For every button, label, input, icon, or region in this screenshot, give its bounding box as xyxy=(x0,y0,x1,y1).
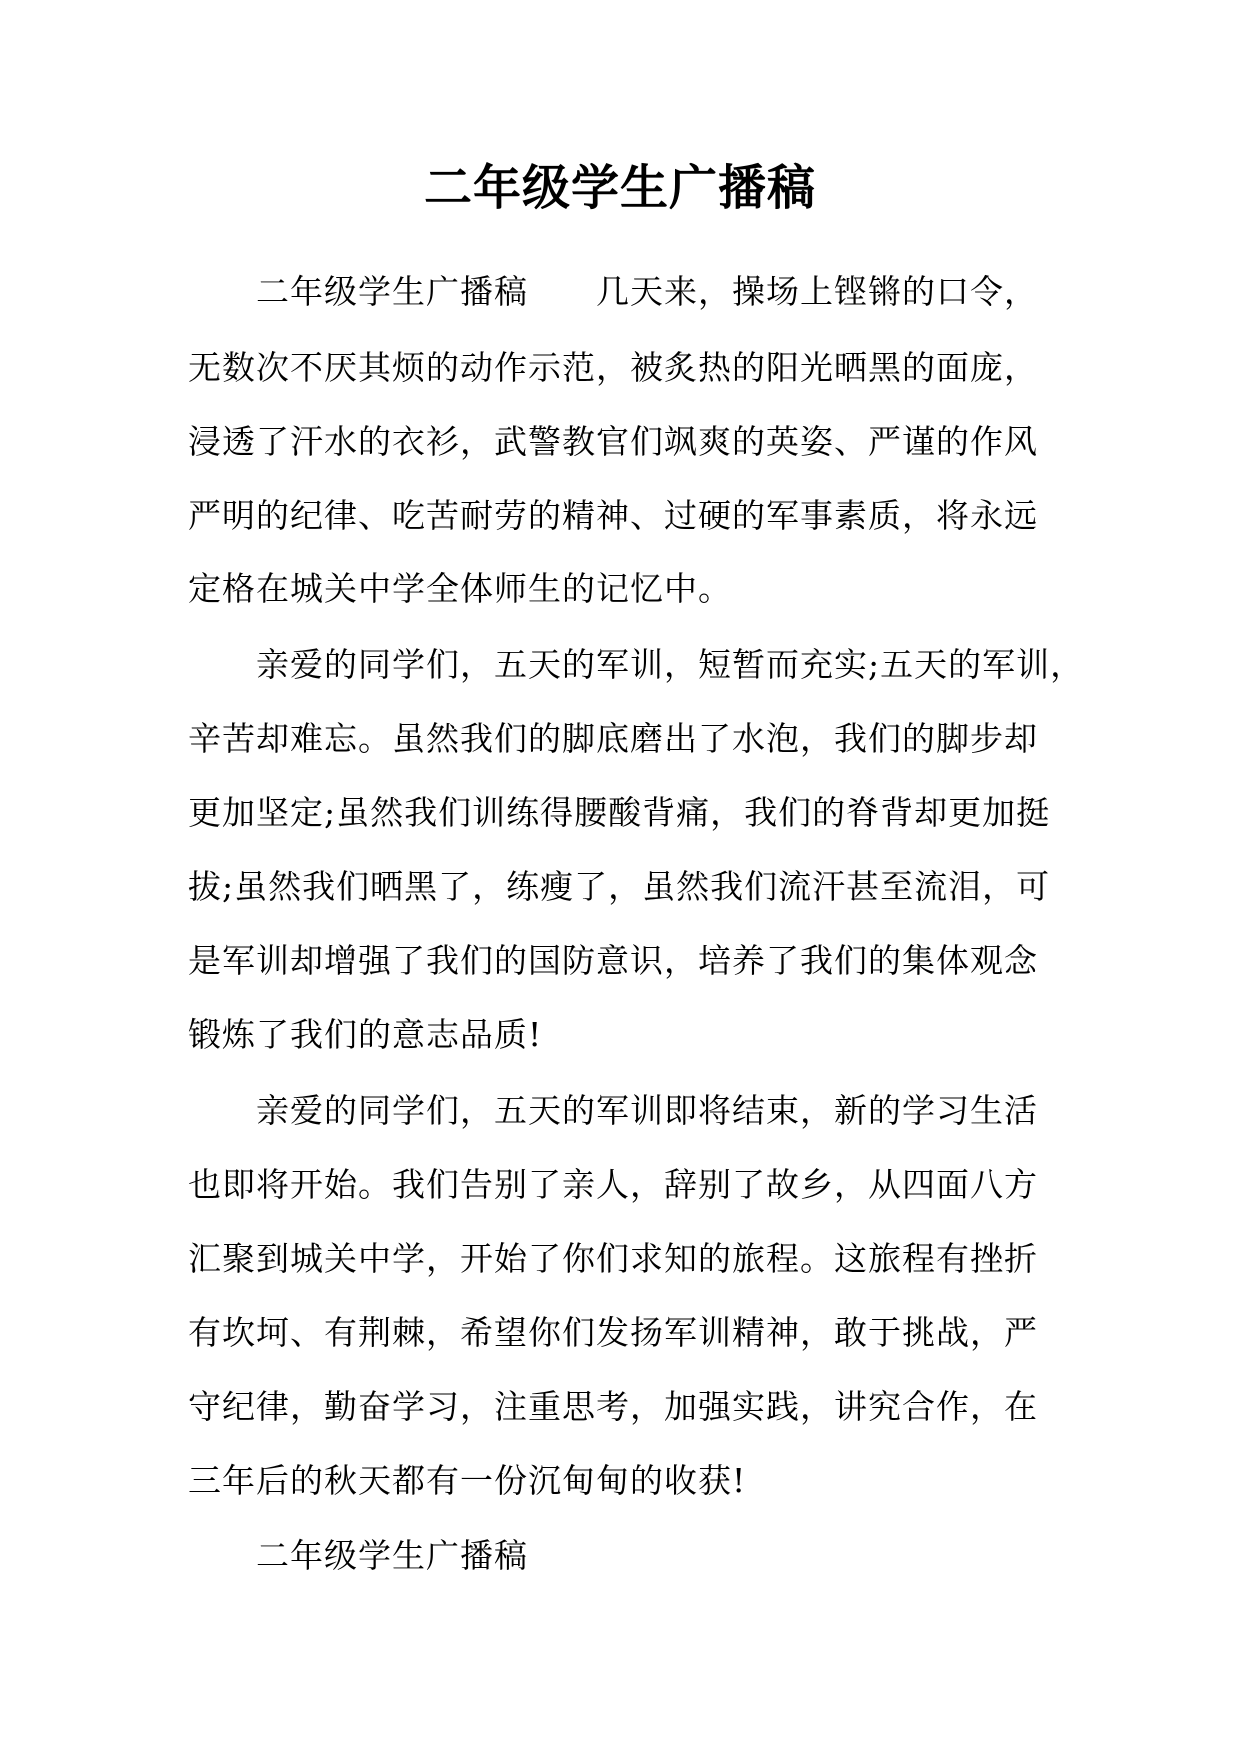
paragraph-1-line-4: 严明的纪律、吃苦耐劳的精神、过硬的军事素质，将永远 xyxy=(188,496,1038,535)
paragraph-2-line-5: 是军训却增强了我们的国防意识，培养了我们的集体观念 xyxy=(188,941,1038,980)
paragraph-1-line-5: 定格在城关中学全体师生的记忆中。 xyxy=(188,569,732,608)
paragraph-3-line-3: 汇聚到城关中学，开始了你们求知的旅程。这旅程有挫折 xyxy=(188,1239,1038,1278)
document-title: 二年级学生广播稿 xyxy=(423,160,816,216)
paragraph-1-line-2: 无数次不厌其烦的动作示范，被炙热的阳光晒黑的面庞， xyxy=(188,348,1038,387)
paragraph-2-line-1: 亲爱的同学们，五天的军训，短暂而充实;五天的军训， xyxy=(256,645,1085,684)
paragraph-1-line-3: 浸透了汗水的衣衫，武警教官们飒爽的英姿、严谨的作风 xyxy=(188,422,1038,461)
paragraph-3-line-6: 三年后的秋天都有一份沉甸甸的收获! xyxy=(188,1461,747,1500)
paragraph-2-line-2: 辛苦却难忘。虽然我们的脚底磨出了水泡，我们的脚步却 xyxy=(188,719,1038,758)
section-heading-repeat: 二年级学生广播稿 xyxy=(256,1536,528,1575)
paragraph-3-line-4: 有坎坷、有荆棘，希望你们发扬军训精神，敢于挑战，严 xyxy=(188,1313,1038,1352)
paragraph-1-line-1: 二年级学生广播稿 几天来，操场上铿锵的口令， xyxy=(256,272,1038,311)
paragraph-3-line-2: 也即将开始。我们告别了亲人，辞别了故乡，从四面八方 xyxy=(188,1165,1038,1204)
paragraph-2-line-3: 更加坚定;虽然我们训练得腰酸背痛，我们的脊背却更加挺 xyxy=(188,793,1051,832)
paragraph-2-line-4: 拔;虽然我们晒黑了，练瘦了，虽然我们流汗甚至流泪，可 xyxy=(188,867,1051,906)
paragraph-3-line-5: 守纪律，勤奋学习，注重思考，加强实践，讲究合作，在 xyxy=(188,1387,1038,1426)
paragraph-3-line-1: 亲爱的同学们，五天的军训即将结束，新的学习生活 xyxy=(256,1091,1038,1130)
paragraph-2-line-6: 锻炼了我们的意志品质! xyxy=(188,1015,543,1054)
